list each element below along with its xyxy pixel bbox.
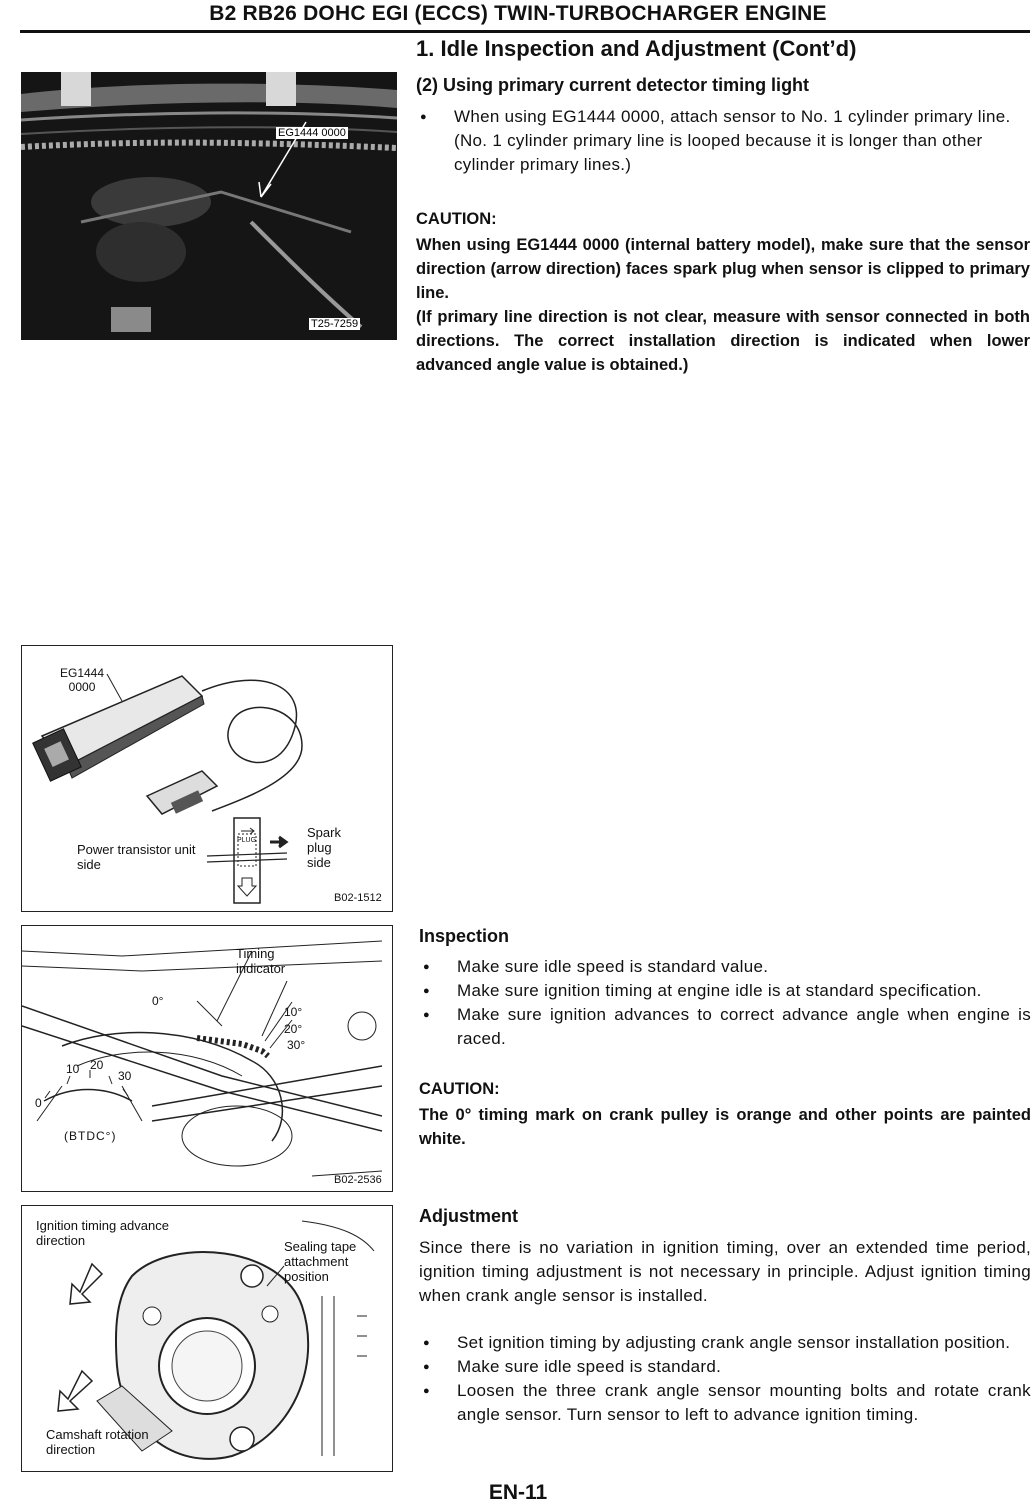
adjustment-bullets xyxy=(419,1331,1031,1427)
detector-tool-label: EG1444 0000 xyxy=(60,666,105,694)
primary-heading: (2) Using primary current detector timing light xyxy=(416,75,810,95)
engine-photo-illustration xyxy=(21,72,397,340)
list-item: ● Make sure idle speed is standard value. xyxy=(419,955,1031,979)
list-item: ● Make sure ignition advances to correct advance angle when engine is raced. xyxy=(419,1003,1031,1051)
list-item: ● Make sure ignition timing at engine idle is at standard specification. xyxy=(419,979,1031,1003)
list-item: ● Set ignition timing by adjusting crank angle sensor installation position. xyxy=(419,1331,1031,1355)
adjustment-intro: Since there is no variation in ignition timing, over an extended time period, ignition timing adjustment is not necessary in principle. Adjust ignition timing when crank angle sensor is installed. xyxy=(419,1238,1031,1305)
list-item: ● Loosen the three crank angle sensor mounting bolts and rotate crank angle sensor. Turn sensor to left to advance ignition timing. xyxy=(419,1379,1031,1427)
timing-figure xyxy=(21,925,393,1192)
adjustment-heading: Adjustment xyxy=(419,1206,518,1226)
timing-illustration xyxy=(22,926,392,1191)
list-item: ● Make sure idle speed is standard. xyxy=(419,1355,1031,1379)
scale-label-20: 20 xyxy=(90,1058,104,1072)
detector-right-label: Spark plug side xyxy=(307,825,341,870)
inspection-caution-text: The 0° timing mark on crank pulley is orange and other points are painted white. xyxy=(419,1106,1031,1148)
timing-figure-code: B02-2536 xyxy=(334,1174,382,1186)
photo-tool-label: EG1444 0000 xyxy=(278,127,346,139)
header-rule xyxy=(20,30,1030,33)
inspection-heading: Inspection xyxy=(419,926,510,946)
timing-indicator-label: Timing indicator xyxy=(236,946,286,976)
inspection-bullets xyxy=(419,955,1031,1051)
primary-caution-label: CAUTION: xyxy=(416,210,497,228)
page-number: EN-11 xyxy=(488,1481,548,1504)
sensor-tape-label: Sealing tape attachment position xyxy=(284,1239,357,1284)
photo-figure-code: T25-7259 xyxy=(311,318,359,330)
detector-figure xyxy=(21,645,393,912)
primary-note: (No. 1 cylinder primary line is looped because it is longer than other cylinder primary lines.) xyxy=(454,131,983,174)
section-title: 1. Idle Inspection and Adjustment (Cont’d) xyxy=(416,36,857,61)
scale-label-10: 10 xyxy=(66,1062,80,1076)
list-item: ● When using EG1444 0000, attach sensor to No. 1 cylinder primary line. (No. 1 cylinder primary line is looped because it is longer than other cylinder primary lines.) xyxy=(416,105,1030,177)
timing-mark-0: 0° xyxy=(152,994,164,1008)
detector-figure-code: B02-1512 xyxy=(334,892,382,904)
sensor-advance-label: Ignition timing advance direction xyxy=(36,1218,169,1248)
timing-mark-30: 30° xyxy=(287,1038,306,1052)
detector-left-label: Power transistor unit side xyxy=(77,842,196,872)
timing-mark-10: 10° xyxy=(284,1005,303,1019)
timing-mark-20: 20° xyxy=(284,1022,303,1036)
scale-label-30: 30 xyxy=(118,1069,132,1083)
scale-label-0: 0 xyxy=(35,1096,42,1110)
sensor-figure xyxy=(21,1205,393,1472)
sensor-rotation-label: Camshaft rotation direction xyxy=(46,1427,149,1457)
page-header-title: B2 RB26 DOHC EGI (ECCS) TWIN-TURBOCHARGER ENGINE xyxy=(209,2,827,25)
engine-photo xyxy=(21,72,397,340)
primary-caution-text: When using EG1444 0000 (internal battery model), make sure that the sensor direction (arrow direction) faces spark plug when sensor is clipped to primary line. (If primary line direction is not clear, measure with sensor connected in both directions. The correct installation direction is indicated when lower advanced angle value is obtained.) xyxy=(416,236,1030,374)
primary-bullets xyxy=(416,105,1030,177)
detector-plug-text: PLUG xyxy=(237,837,257,844)
btdc-label: (BTDC°) xyxy=(64,1129,117,1143)
inspection-caution-label: CAUTION: xyxy=(419,1080,500,1098)
